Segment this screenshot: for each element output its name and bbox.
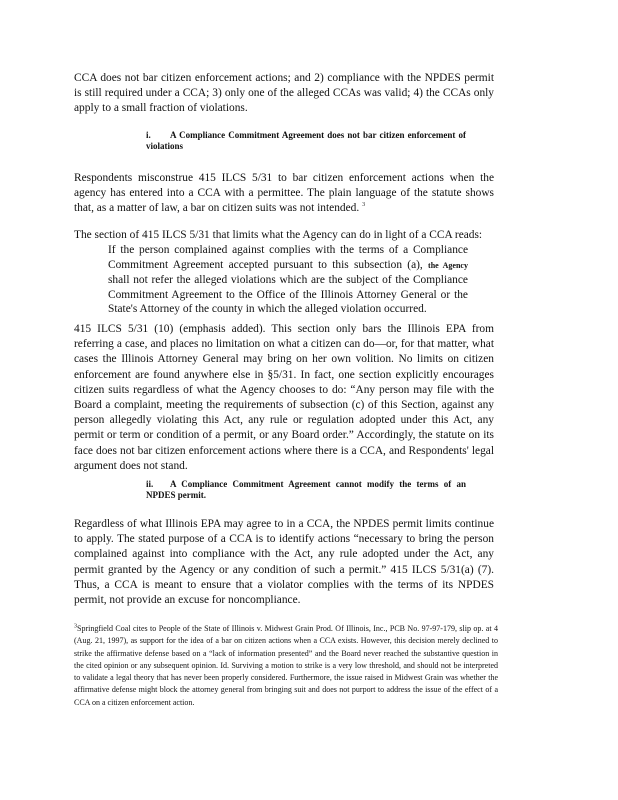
block-quote-after: shall not refer the alleged violations which are the subject of the Compliance Commitment Agreement to the Office of the Illinois Attorney General or the State's Attorney of the county in which the alleged violation occurred. (108, 274, 468, 316)
paragraph-citation: 415 ILCS 5/31 (10) (emphasis added). This section only bars the Illinois EPA from referring a case, and places no limitation on what a citizen can do—or, for that matter, what cases the Illinois Attorney General may bring on her own volition. No limits on citizen enforcement are found anywhere else in §5/31. In fact, one section explicitly encourages citizen suits regardless of what the Agency chooses to do: “Any person may file with the Board a complaint, meeting the requirements of subsection (c) of this Section, against any person allegedly violating this Act, any rule or regulation adopted under this Act, any permit or term or condition of a permit, or any Board order.” Accordingly, the statute on its face does not bar citizen enforcement actions where there is a CCA, and Respondents' legal argument does not stand. (74, 323, 494, 472)
heading-i-number: i. (146, 130, 151, 140)
footnote (74, 623, 498, 709)
heading-ii-text: A Compliance Commitment Agreement cannot modify the terms of an NPDES permit. (146, 479, 466, 500)
paragraph-respondents-text: Respondents misconstrue 415 ILCS 5/31 to bar citizen enforcement actions when the agency has entered into a CCA with a permittee. The plain language of the statute shows that, as a matter of law, a bar on citizen suits was not intended. (74, 172, 494, 215)
paragraph-section-intro: The section of 415 ILCS 5/31 that limits what the Agency can do in light of a CCA reads: (74, 229, 483, 241)
paragraph-respondents (74, 171, 494, 217)
footnote-number: 3 (74, 623, 77, 630)
footnote-reference: 3 (362, 202, 366, 209)
paragraph-regardless: Regardless of what Illinois EPA may agree to in a CCA, the NPDES permit limits continue to apply. The stated purpose of a CCA is to identify actions “necessary to bring the person complained against into compliance with the Act, any rule adopted under the Act, any permit granted by the Agency or any condition of such a permit.” 415 ILCS 5/31(a) (7). Thus, a CCA is meant to ensure that a violator complies with the terms of its NPDES permit, not provide an excuse for noncompliance. (74, 518, 494, 607)
paragraph-top: CCA does not bar citizen enforcement actions; and 2) compliance with the NPDES permit is still required under a CCA; 3) only one of the alleged CCAs was valid; 4) the CCAs only apply to a small fraction of violations. (74, 72, 494, 115)
heading-i-text: A Compliance Commitment Agreement does not bar citizen enforcement of violations (146, 130, 466, 151)
heading-i (146, 130, 466, 152)
footnote-text: Springfield Coal cites to People of the State of Illinois v. Midwest Grain Prod. Of Illinois, Inc., PCB No. 97-97-179, slip op. at 4 (Aug. 21, 1997), as support for the idea of a bar on citizen actions when a CCA exists. However, this decision merely declined to strike the affirmative defense based on a “lack of information presented” and the Board never reached the substantive question in the cited opinion or any subsequent opinion. Id. Surviving a motion to strike is a very low threshold, and should not be interpreted to validate a legal theory that has never been properly considered. Furthermore, the issue raised in Midwest Grain was whether the affirmative defense might block the attorney general from bringing suit and does not purport to address the issue of the effect of a CCA on a citizen enforcement action. (74, 624, 498, 707)
block-quote-emphasis: the Agency (428, 260, 468, 270)
block-quote (108, 243, 468, 317)
heading-ii-number: ii. (146, 479, 154, 489)
heading-ii (146, 479, 466, 501)
block-quote-before: If the person complained against complies with the terms of a Compliance Commitment Agreement accepted pursuant to this subsection (a), (108, 244, 468, 271)
